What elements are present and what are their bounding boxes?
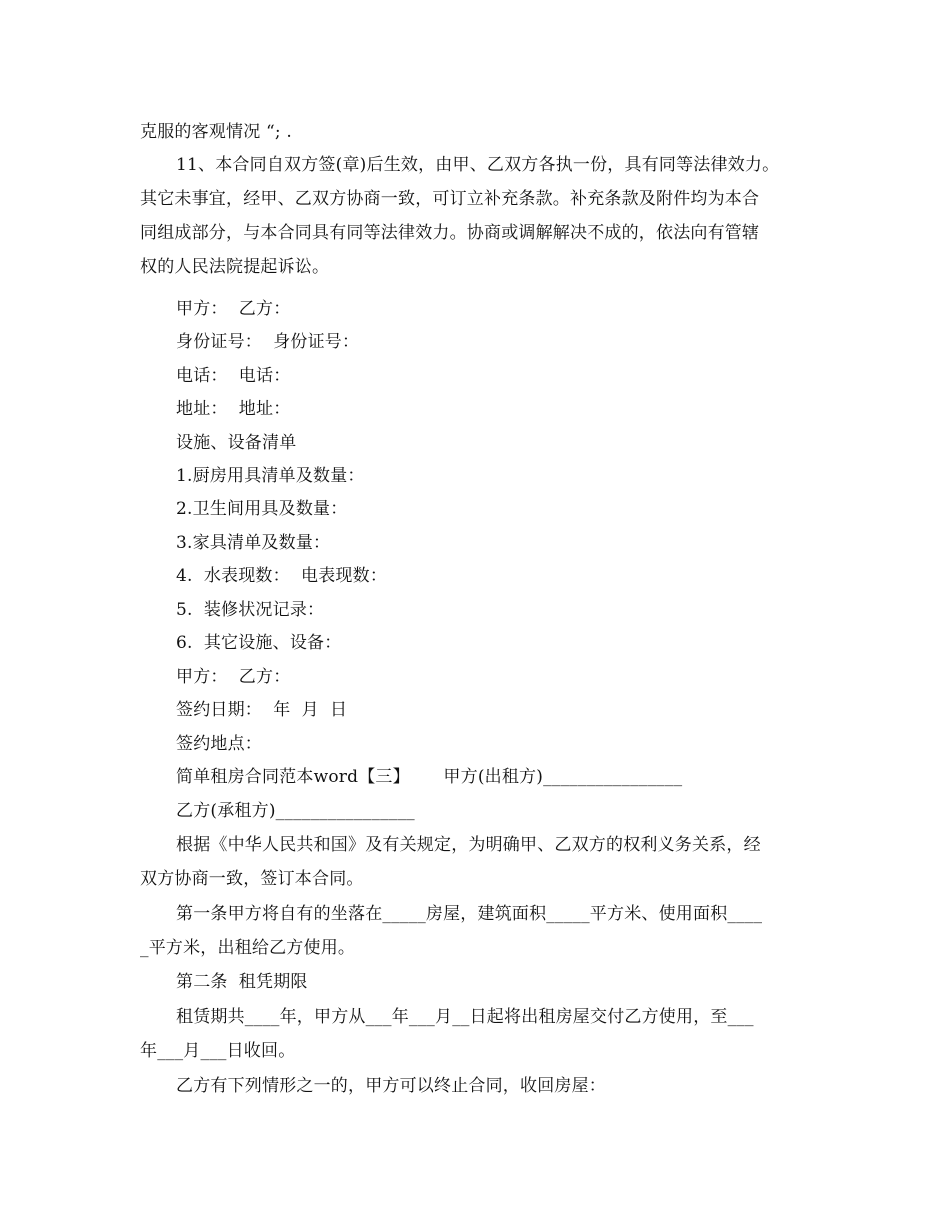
clause-11-line: 11、本合同自双方签(章)后生效，由甲、乙双方各执一份，具有同等法律效力。 <box>176 155 780 175</box>
list-item: 5. 装修状况记录： <box>176 600 325 620</box>
text-line: _平方米，出租给乙方使用。 <box>140 938 356 958</box>
text-line: 权的人民法院提起诉讼。 <box>140 257 330 277</box>
list-item: 4. 水表现数： 电表现数： <box>176 566 388 586</box>
text-line: 年___月___日收回。 <box>140 1041 296 1061</box>
text-line: 同组成部分，与本合同具有同等法律效力。协商或调解解决不成的，依法向有管辖 <box>140 223 760 243</box>
list-item: 2.卫生间用具及数量： <box>176 499 348 519</box>
text-line: 克服的客观情况 “; . <box>140 122 293 142</box>
list-item: 3.家具清单及数量： <box>176 533 331 553</box>
list-item: 1.厨房用具清单及数量： <box>176 466 365 486</box>
address-line: 地址： 地址： <box>176 399 291 419</box>
section-heading: 设施、设备清单 <box>176 433 297 453</box>
text-line: 其它未事宜，经甲、乙双方协商一致，可订立补充条款。补充条款及附件均为本合 <box>140 189 760 209</box>
id-number-line: 身份证号： 身份证号： <box>176 332 360 352</box>
article-2-heading: 第二条 租凭期限 <box>176 972 308 992</box>
party-signature-line: 甲方： 乙方： <box>176 667 291 687</box>
list-item: 6. 其它设施、设备： <box>176 633 342 653</box>
text-line: 根据《中华人民共和国》及有关规定，为明确甲、乙双方的权利义务关系，经 <box>176 835 761 855</box>
article-1-line: 第一条甲方将自有的坐落在_____房屋，建筑面积_____平方米、使用面积____ <box>176 904 763 924</box>
phone-line: 电话： 电话： <box>176 366 291 386</box>
contract-title-line: 简单租房合同范本word【三】 甲方(出租方)________________ <box>176 767 683 787</box>
lease-term-line: 租赁期共____年，甲方从___年___月__日起将出租房屋交付乙方使用，至___ <box>176 1007 754 1027</box>
tenant-line: 乙方(承租方)________________ <box>176 801 415 821</box>
text-line: 双方协商一致，签订本合同。 <box>140 869 364 889</box>
text-line: 乙方有下列情形之一的，甲方可以终止合同，收回房屋： <box>176 1076 606 1096</box>
party-signature-line: 甲方： 乙方： <box>176 299 291 319</box>
sign-date-line: 签约日期： 年 月 日 <box>176 700 348 720</box>
sign-place-line: 签约地点： <box>176 734 262 754</box>
